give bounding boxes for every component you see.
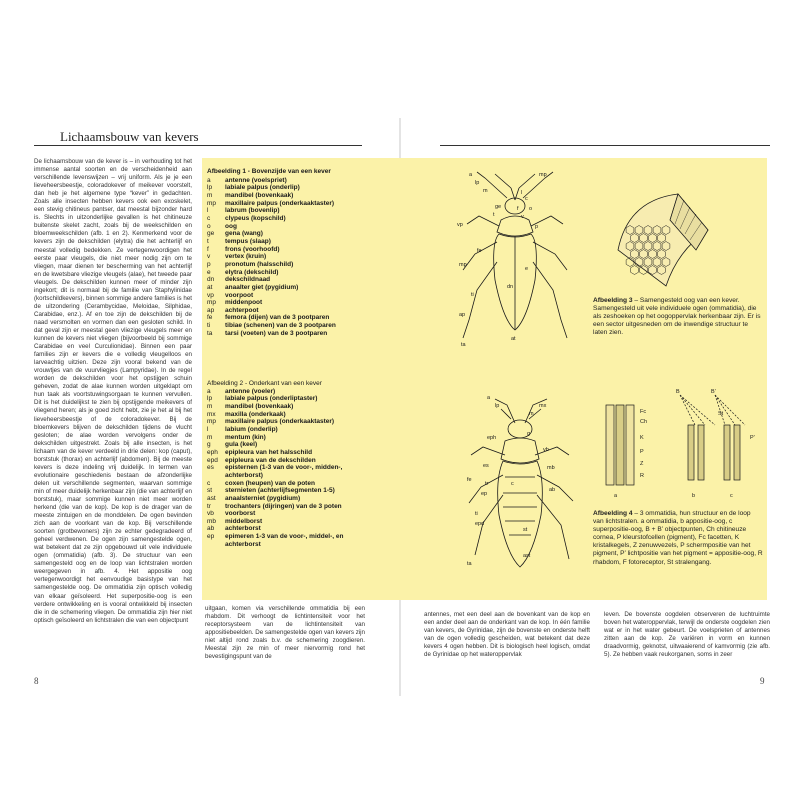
figure-1-abbr: dn [207,276,215,284]
figure-1-item [207,230,367,238]
beetle-bottom-label: mb [547,465,555,471]
beetle-bottom-label: g [527,431,531,437]
figure-2-abbr: epd [207,456,218,464]
figure-3-caption [593,297,763,337]
figure-1-item [207,177,367,185]
figure-2-item [207,533,372,548]
figure-2-item [207,395,372,403]
figure-2-term: epipleura van het halsschild [225,448,313,456]
figure-1-term: voorpoot [225,291,254,299]
figure-2-item [207,525,372,533]
beetle-top-label: mp [539,172,547,178]
figure-1-item [207,292,367,300]
body-column-4 [604,611,770,671]
figure-1-item [207,307,367,315]
figure-1-term: pronotum (halsschild) [225,260,294,268]
figure-1-abbr: ge [207,230,215,238]
beetle-top-label: ap [459,312,466,318]
body-text: uitgaan, komen via verschillende ommatidia bij een rhabdom. Dit verhoogt de lichtintensiteit voor het receptorsysteem van de lichtintensiteit van appositiebeelden. De samengestelde ogen van kevers zijn niet altijd rond zoals b.v. de schemering zoogdieren. Meestal zijn ze min of meer niervormig rond het bevestigingspunt van de [205,605,365,661]
beetle-bottom-label: ta [467,561,472,567]
figure-2-term: epimeren 1-3 van de voor-, middel-, en achterborst [225,533,344,548]
fig4-label: P’ [750,435,755,441]
figure-1-item [207,276,367,284]
beetle-top-label: l [521,190,523,196]
figure-2-term: achterborst [225,525,261,533]
ommatidium-facet [631,266,639,275]
figure-2-abbr: vb [207,510,214,518]
figure-1-term: tempus (slaap) [225,237,271,245]
figure-2-item [207,518,372,526]
figure-2-item [207,480,372,488]
figure-2-item [207,510,372,518]
figure-2-term: antenne (voeler) [225,387,276,395]
figure-1-abbr: m [207,191,213,199]
figure-1-item [207,238,367,246]
fig4-label: B [676,389,680,395]
beetle-bottom-label: ti [475,511,478,517]
figure-1-abbr: c [207,214,211,222]
figure-2-term: trochanters (dijringen) van de 3 poten [225,502,342,510]
compound-eye-illustration [608,190,723,300]
figure-1-term: tarsi (voeten) van de 3 pootparen [225,329,328,337]
figure-2-abbr: tr [207,502,211,510]
beetle-bottom-label: c [511,481,514,487]
beetle-top-label: a [469,172,473,178]
beetle-bottom-label: fe [467,477,472,483]
figure-2-term: labium (onderlip) [225,425,278,433]
figure-2-abbr: st [207,487,213,495]
ommatidium-column [616,405,624,485]
figure-1-term: vertex (kruin) [225,253,267,261]
figure-1-term: mandibel (bovenkaak) [225,191,294,199]
fig4-label: Z [640,461,644,467]
figure-2-abbr: eph [207,448,218,456]
body-column-1 [34,158,192,668]
body-text: De lichaamsbouw van de kever is – in verhouding tot het immense aantal soorten en de verscheidenheid aan verschillende levenswijzen – vrij uniform. Als je je een lieveheersbeestje, coloradokever of meikever voorstelt, dan heb je het algemene type “kever” in gedachten. Zoals alle insecten hebben kevers ook een exoskelet, een stevig chitineus pantser, dat meestal bijzonder hard is. Slechts in uitzonderlijke gevallen is het chitineuze buitenste skelet zacht, zoals bij de weekschilden en bloemweekschilden (afb. 1 en 2). Kenmerkend voor de kevers zijn de dekschilden (elytra) die het achterlijf en meestal volledig bedekken. Ze vertegenwoordigen het eerste paar vleugels, die niet meer nodig zijn om te vliegen, maar dienen ter bescherming van het achterlijf en de kwetsbare vliezige vleugels (alae), het tweede paar vleugels. De dekschilden kunnen meer of minder zijn ingekort; dit is normaal bij de familie van Staphylinidae (kortschildkevers), binnen sommige andere families is het de uitzondering (Cerambycidae, Meloidae, Silphidae, Carabidae, enz.). Af en toe zijn de dekschilden bij de naad versmolten en vormen dan een gesloten schild. In dat geval zijn er meestal geen vliezige vleugels meer en kunnen de kevers niet vliegen (bijvoorbeeld bij sommige Carabidae en veel Curculionidae). Binnen een paar families zijn er kevers die e volledig vleugelloos en larveachtig uitzien. Deze zijn vooral bekend van de vrouwtjes van de vuurvliegjes (Lampyridae). In de regel worden de dekschilden voor het opstijgen schuin geheven, zodat de alae kunnen worden uitgeklapt om hun taak als voortstuwingsorgaan te kunnen vervullen. Dit is het duidelijkst te zien bij opstijgende meikevers of vliegend heren; als je goed zicht hebt, zie je het al bij het lieveheersbeestje of de coloradokever. Bij de bloemkevers blijven de dekschilden tijdens de vlucht gesloten; de alae worden vervolgens onder de dekschilden uitgestrekt. Zoals bij alle insecten, is het lichaam van de kever verdeeld in drie delen: kop (caput), borststuk (thorax) en achterlijf (abdomen). Bij de meeste kevers is deze indeling vrij duidelijk. In termen van evolutionaire geschiedenis bestaan de afzonderlijke delen uit verschillende segmenten, waarvan sommige min of meer duidelijk herkenbaar zijn (die van achterlijf en borststuk), maar sommige kunnen niet meer worden herkend (die van de kop). De kop is de drager van de meeste zintuigen en de monddelen. De ogen bevinden zich aan de voorkant van de kop. Bij verschillende soorten (grotbewoners) zijn ze echter gedegradeerd of geheel verdwenen. De ogen zijn samengestelde ogen, wat betekent dat ze zijn opgebouwd uit vele individuele ogen (ommatidia) (afb. 3). De structuur van een samengesteld oog en de loop van lichtstralen worden weergegeven in afb. 4. Het appositie oog vertegenwoordigt het eenvoudige basistype van het samengestelde oog. De ommatidia zijn optisch volledig van elkaar geïsoleerd. Het superpositie-oog is een verdere ontwikkeling en is vooral ontwikkeld bij insecten die in de schemering vliegen. De ommatidia zijn hier niet optisch geïsoleerd en lichtstralen die van een objectpunt [34,158,192,624]
figure-1-term: labiale palpus (onderlip) [225,184,300,192]
figure-1-abbr: ta [207,329,213,337]
figure-2-abbr: l [207,425,209,433]
fig4-label: Ch [640,419,648,425]
beetle-top-label: v [521,214,524,220]
figure-1-title: Afbeelding 1 - Bovenzijde van een kever [207,168,331,175]
ommatidium-column [626,405,634,485]
figure-1-item [207,200,367,208]
figure-2-term: sternieten (achterlijfsegmenten 1-5) [225,487,335,495]
figure-2-item [207,403,372,411]
figure-1-term: achterpoot [225,306,259,314]
beetle-top-label: ge [495,204,502,210]
figure-2-item [207,434,372,442]
beetle-top-label: lp [475,180,480,186]
figure-2-term: mandibel (bovenkaak) [225,402,294,410]
figure-1-abbr: l [207,207,209,215]
figure-1-item [207,192,367,200]
figure-1-abbr: t [207,237,209,245]
figure-2-term: epipleura van de dekschilden [225,456,316,464]
beetle-top-label: fe [477,248,482,254]
beetle-top-label: ti [471,292,474,298]
figure-1-item [207,253,367,261]
figure-2-term: maxillaire palpus (onderkaaktaster) [225,418,335,426]
fig4-label: Fc [640,409,647,415]
figure-1-abbr: ap [207,306,215,314]
figure-2-term: coxen (heupen) van de poten [225,479,315,487]
beetle-bottom-label: mx [539,403,547,409]
figure-1-term: gena (wang) [225,230,263,238]
figure-2-term: anaalsterniet (pygidium) [225,494,301,502]
figure-2-abbr: ast [207,494,216,502]
figure-2-abbr: ep [207,533,215,541]
beetle-bottom-label: epd [475,521,485,527]
beetle-bottom-label: vb [543,447,549,453]
figure-1-abbr: e [207,268,211,276]
figure-2-item [207,426,372,434]
figure-2-abbr: mb [207,517,217,525]
figure-1-list [207,177,367,338]
section-heading: Lichaamsbouw van kevers [60,129,199,144]
figure-1-item [207,215,367,223]
beetle-bottom-label: ast [523,553,531,559]
ommatidium-column [606,405,614,485]
figure-2-abbr: m [207,433,213,441]
fig4-label: R [640,473,644,479]
beetle-top-illustration [455,170,575,370]
figure-1-item [207,223,367,231]
figure-2-term: mentum (kin) [225,433,266,441]
page-number-left: 8 [34,676,39,686]
figure-1-abbr: o [207,222,211,230]
figure-1-item [207,261,367,269]
figure-2-legend [207,380,372,548]
figure-4-caption-title: Afbeelding 4 [593,510,633,517]
figure-1-term: antenne (voelspriet) [225,176,287,184]
figure-1-item [207,246,367,254]
figure-3-caption-title: Afbeelding 3 [593,297,633,304]
figure-2-abbr: lp [207,395,213,403]
figure-2-item [207,464,372,479]
body-column-3 [424,611,590,671]
beetle-top-label: t [493,212,495,218]
figure-1-term: elytra (dekschild) [225,268,279,276]
beetle-bottom-label: tr [485,481,489,487]
body-text: antennes, met een deel aan de bovenkant van de kop en een ander deel aan de onderkant van de kop. In één familie van kevers, de Gyrinidae, zijn de bovenste en onderste helft van de ogen volledig gescheiden, wat betekent dat deze kevers 4 ogen hebben. Dit is biologisch heel logisch, omdat de Gyrinidae op het wateroppervlak [424,611,590,659]
figure-1-abbr: a [207,176,211,184]
figure-2-term: middelborst [225,517,263,525]
figure-4-caption [593,510,763,567]
figure-2-title: Afbeelding 2 - Onderkant van een kever [207,380,322,387]
figure-2-item [207,388,372,396]
figure-1-term: anaalter giet (pygidium) [225,283,299,291]
body-column-2 [205,605,365,671]
beetle-top-label: mp [459,262,467,268]
figure-1-abbr: vp [207,291,214,299]
figure-1-item [207,314,367,322]
figure-2-abbr: m [207,402,213,410]
fig4-label: c [730,493,733,499]
figure-2-term: gula (keel) [225,441,258,449]
figure-2-item [207,457,372,465]
figure-3-caption-text: – Samengesteld oog van een kever. Samengesteld uit vele individuele ogen (ommatidia), die als zeshoeken op het oogoppervlak herkenbaar zijn. Er is een sector uitgesneden om de inwendige structuur te laten zien. [593,297,761,337]
beetle-top-label: f [517,206,519,212]
figure-1-item [207,269,367,277]
beetle-bottom-label: a [487,395,491,401]
beetle-bottom-illustration [465,395,590,595]
figure-1-term: labrum (bovenlip) [225,207,280,215]
beetle-bottom-label: lp [495,403,500,409]
heading-rule [34,145,362,146]
figure-1-abbr: ti [207,322,211,330]
figure-2-item [207,487,372,495]
beetle-bottom-label: m [529,411,534,417]
figure-1-abbr: mp [207,299,217,307]
figure-2-item [207,441,372,449]
figure-2-term: voorborst [225,510,256,518]
figure-1-abbr: at [207,283,213,291]
figure-2-item [207,418,372,426]
figure-2-abbr: g [207,441,211,449]
figure-2-term: maxilla (onderkaak) [225,410,286,418]
body-text: leven. De bovenste oogdelen observeren de luchtruimte boven het wateroppervlak, terwijl de onderste oogdelen zien wat er in het water gebeurt. De voelsprieten of antennes zitten aan de kop. Ze variëren in vorm en kunnen draadvormig, geknotst, uitwaaierend of kamvormig (zie afb. 5). Ze hebben vaak reukorganen, soms in zeer [604,611,770,659]
beetle-top-label: ta [461,342,466,348]
beetle-top-label: p [535,224,539,230]
figure-1-item [207,322,367,330]
figure-2-item [207,411,372,419]
fig4-label: a [614,493,618,499]
figure-1-term: frons (voorhoofd) [225,245,280,253]
figure-2-abbr: mx [207,410,216,418]
beetle-top-label: at [511,336,516,342]
figure-1-abbr: fe [207,314,213,322]
figure-1-abbr: lp [207,184,213,192]
fig4-label: b [692,493,696,499]
beetle-bottom-label: st [523,527,528,533]
right-page-rule [440,145,770,146]
figure-2-list [207,388,372,549]
figure-1-term: tibiae (schenen) van de 3 pootparen [225,322,336,330]
beetle-top-label: dn [507,284,514,290]
figure-1-item [207,284,367,292]
figure-1-term: dekschildnaad [225,276,271,284]
fig4-label: B’ [711,389,716,395]
figure-1-abbr: v [207,253,211,261]
beetle-top-label: c [525,196,528,202]
figure-1-term: middenpoot [225,299,263,307]
figure-1-abbr: p [207,260,211,268]
beetle-top-label: e [525,266,529,272]
fig4-label: St [718,411,724,417]
beetle-top-label: vp [457,222,463,228]
figure-1-term: oog [225,222,237,230]
figure-1-legend [207,168,367,337]
figure-2-abbr: mp [207,418,217,426]
figure-2-item [207,495,372,503]
fig4-label: K [640,435,644,441]
beetle-bottom-label: eph [487,435,497,441]
figure-1-term: femora (dijen) van de 3 pootparen [225,314,330,322]
ommatidia-illustration [600,385,765,505]
figure-1-item [207,330,367,338]
page-number-right: 9 [760,676,765,686]
beetle-top-label: m [483,188,488,194]
figure-2-abbr: c [207,479,211,487]
figure-2-term: labiale palpus (onderliptaster) [225,395,318,403]
figure-2-abbr: es [207,464,214,472]
figure-2-abbr: ab [207,525,215,533]
beetle-top-label: o [529,206,533,212]
beetle-bottom-label: es [483,463,489,469]
figure-1-abbr: f [207,245,209,253]
figure-2-item [207,449,372,457]
figure-1-item [207,207,367,215]
figure-1-term: maxillaire palpus (onderkaaktaster) [225,199,335,207]
figure-1-item [207,299,367,307]
figure-2-abbr: a [207,387,211,395]
figure-2-term: episternen (1-3 van de voor-, midden-, achterborst) [225,464,343,479]
beetle-bottom-label: ep [481,491,488,497]
beetle-bottom-label: ab [549,487,556,493]
figure-1-term: clypeus (kopschild) [225,214,286,222]
figure-1-item [207,184,367,192]
figure-4-caption-text: – 3 ommatidia, hun structuur en de loop van lichtstralen. a ommatidia, b appositie-oog, c superpositie-oog, B + B’ objectpunten, Ch chitineuze cornea, P kleurstofcellen (pigment), Fc facetten, K kristalkegels, Z zenuwvezels, P schermpositie van het pigment, P’ lichtpositie van het pigment = appositie-oog, R rhabdom, F fotoreceptor, St stralengang. [593,510,763,566]
figure-1-abbr: mp [207,199,217,207]
figure-2-item [207,503,372,511]
fig4-label: P [640,449,644,455]
